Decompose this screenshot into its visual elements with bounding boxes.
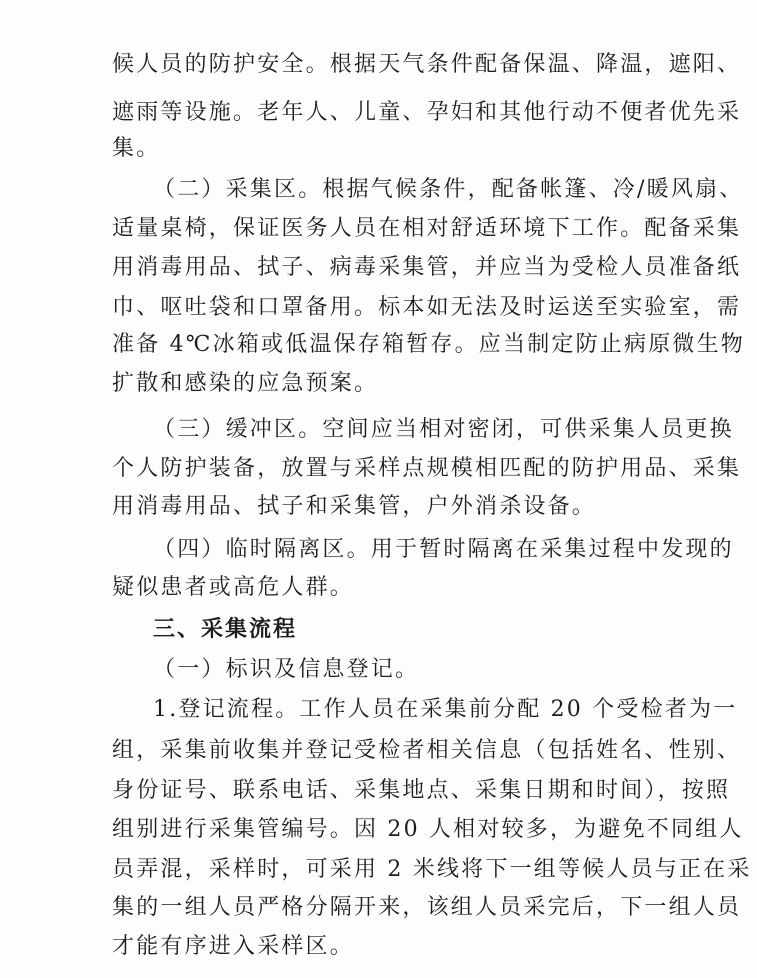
paragraph-line: 用消毒用品、拭子和采集管，户外消杀设备。 [112,494,597,519]
paragraph-line: 扩散和感染的应急预案。 [112,371,379,396]
paragraph-line: 用消毒用品、拭子、病毒采集管，并应当为受检人员准备纸 [112,255,742,280]
section-huanchong-qu: （三）缓冲区。空间应当相对密闭，可供采集人员更换 [153,417,734,442]
paragraph-line: 遮雨等设施。老年人、儿童、孕妇和其他行动不便者优先采 [112,100,742,125]
paragraph-line: 组别进行采集管编号。因 20 人相对较多，为避免不同组人 [112,817,744,842]
paragraph-line: 疑似患者或高危人群。 [112,575,355,600]
paragraph-line: 巾、呕吐袋和口罩备用。标本如无法及时运送至实验室，需 [112,295,742,320]
section-linshi-geli-qu: （四）临时隔离区。用于暂时隔离在采集过程中发现的 [153,537,734,562]
section-heading-caiji-liucheng: 三、采集流程 [153,617,298,642]
paragraph-line: 1.登记流程。工作人员在采集前分配 20 个受检者为一 [153,697,738,722]
paragraph-line: 才能有序进入采样区。 [112,934,355,959]
paragraph-line: 准备 4℃冰箱或低温保存箱暂存。应当制定防止病原微生物 [112,332,746,357]
paragraph-line: 集。 [112,136,161,161]
subsection-heading: （一）标识及信息登记。 [153,657,420,682]
paragraph-line: 组，采集前收集并登记受检者相关信息（包括姓名、性别、 [112,738,742,763]
paragraph-line: 个人防护装备，放置与采样点规模相匹配的防护用品、采集 [112,456,742,481]
paragraph-line: 身份证号、联系电话、采集地点、采集日期和时间），按照 [112,778,731,803]
paragraph-line: 候人员的防护安全。根据天气条件配备保温、降温，遮阳、 [112,52,742,77]
section-caiji-qu: （二）采集区。根据气候条件，配备帐篷、冷/暖风扇、 [153,177,744,202]
paragraph-line: 员弄混，采样时，可采用 2 米线将下一组等候人员与正在采 [112,857,752,882]
paragraph-line: 适量桌椅，保证医务人员在相对舒适环境下工作。配备采集 [112,216,742,241]
paragraph-line: 集的一组人员严格分隔开来，该组人员采完后，下一组人员 [112,895,742,920]
